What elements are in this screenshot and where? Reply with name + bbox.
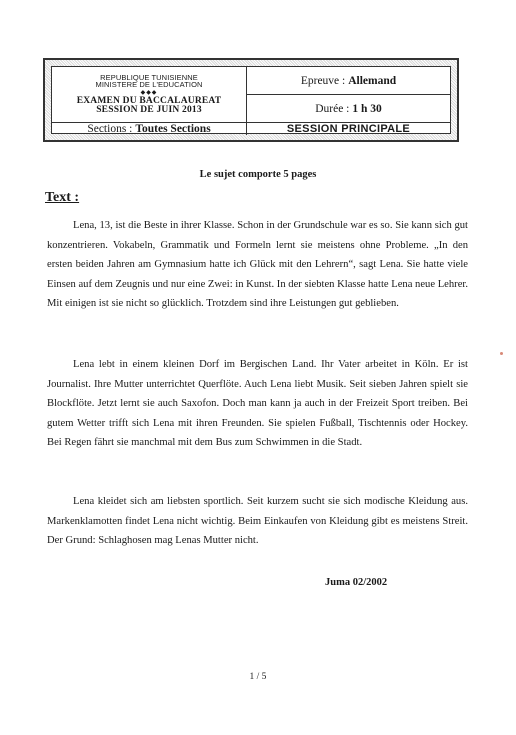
ministry-block (52, 67, 247, 123)
epreuve-label: Epreuve : (300, 74, 346, 87)
paragraph: Lena lebt in einem kleinen Dorf im Bergischen Land. Ihr Vater arbeitet in Köln. Er ist Journalist. Ihre Mutter unterrichtet Querflöte. Auch Lena liebt Musik. Seit sieben Jahren spielt sie Blockflöte. Jetzt lernt sie auch Saxofon. Doch man kann ja auch in der Freizeit Sport treiben. Bei gutem Wetter trifft sich Lena mit ihren Freunden. Sie spielen Fußball, Tischtennis oder Hockey. Bei Regen fährt sie manchmal mit dem Bus zum Schwimmen in die Stadt. (47, 359, 468, 448)
exam-title: EXAMEN DU BACCALAUREAT (76, 95, 222, 106)
duree-value: 1 h 30 (352, 102, 382, 115)
exam-header (43, 58, 459, 142)
epreuve-value: Allemand (348, 74, 397, 87)
sections-cell (52, 123, 247, 135)
session-type: SESSION PRINCIPALE (286, 123, 411, 135)
duree-label: Durée : (315, 102, 350, 115)
sections-label: Sections : (87, 123, 133, 135)
session-date: SESSION DE JUIN 2013 (96, 105, 202, 115)
text-heading: Text : (45, 190, 80, 205)
exam-info-block (247, 67, 450, 123)
ministry-label: MINISTERE DE L'EDUCATION (95, 80, 203, 89)
ornament: ◆◆◆ (140, 89, 158, 96)
scan-speck (500, 352, 503, 355)
paragraph: Lena, 13, ist die Beste in ihrer Klasse. Schon in der Grundschule war es so. Sie kann sich gut konzentrieren. Vokabeln, Grammatik und Formeln lernt sie meistens ohne Probleme. „In den ersten beiden Jahren am Gymnasium hatte ich Glück mit den Lehrern“, sagt Lena. Sie hatte viele Einsen auf dem Zeugnis und nur eine Zwei: in Kunst. In der siebten Klasse hatte Lena neue Lehrer. Mit einigen ist sie nicht so glücklich. Trotzdem sind ihre Leistungen gut geblieben. (47, 220, 468, 309)
page-number: 1 / 5 (249, 672, 267, 682)
republic-label: REPUBLIQUE TUNISIENNE (100, 72, 198, 82)
source-citation: Juma 02/2002 (325, 577, 388, 588)
epreuve-line (247, 67, 450, 95)
duree-line (247, 95, 450, 122)
exam-header-table (51, 66, 451, 134)
paragraph: Lena kleidet sich am liebsten sportlich. Seit kurzem sucht sie sich modische Kleidung aus. Markenklamotten findet Lena nicht wichtig. Beim Einkaufen von Kleidung gibt es meistens Streit. Der Grund: Schlaghosen mag Lenas Mutter nicht. (47, 496, 468, 546)
sections-value: Toutes Sections (135, 123, 211, 135)
subject-note: Le sujet comporte 5 pages (199, 169, 317, 180)
